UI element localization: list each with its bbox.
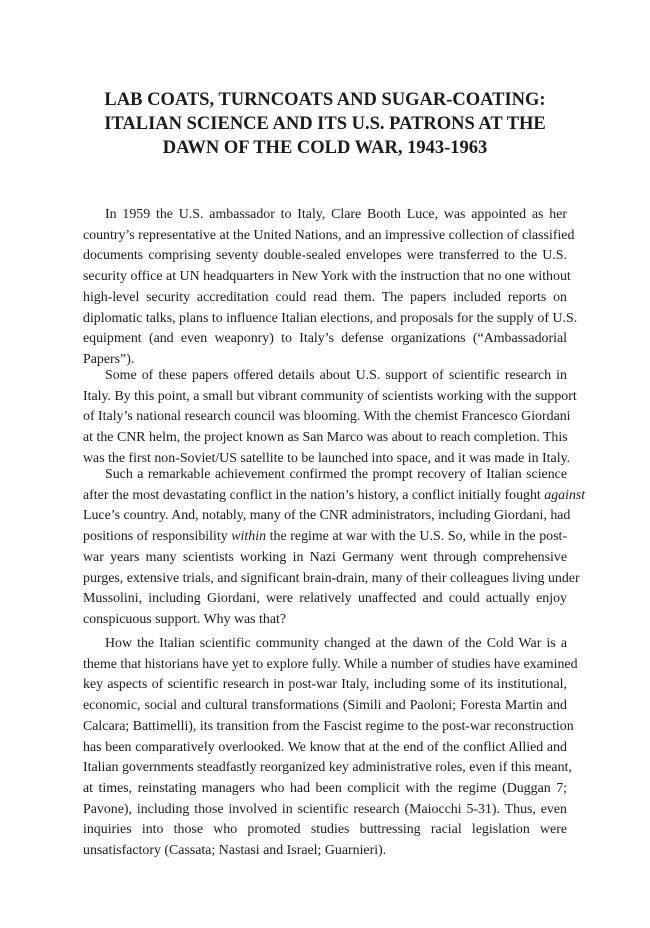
text-line: economic, social and cultural transformations (Simili and Paoloni; Foresta Martin and xyxy=(83,698,567,714)
text-line: high-level security accreditation could read them. The papers included reports on xyxy=(83,289,567,305)
text-line: In 1959 the U.S. ambassador to Italy, Clare Booth Luce, was appointed as her xyxy=(105,207,567,222)
text-line: conspicuous support. Why was that? xyxy=(83,611,287,627)
text-line: of Italy’s national research council was blooming. With the chemist Francesco Giordani xyxy=(83,409,571,425)
text-line: at times, reinstating managers who had been complicit with the regime (Duggan 7; xyxy=(83,780,567,796)
title-line: LAB COATS, TURNCOATS AND SUGAR-COATING: xyxy=(104,90,546,110)
text-line: Mussolini, including Giordani, were relatively unaffected and could actually enjoy xyxy=(83,591,567,607)
text-line: at the CNR helm, the project known as San Marco was about to reach completion. This xyxy=(83,430,568,446)
article-title xyxy=(85,88,565,160)
text-line: unsatisfactory (Cassata; Nastasi and Israel; Guarnieri). xyxy=(83,843,387,859)
text-line: diplomatic talks, plans to influence Italian elections, and proposals for the supply of U.S. xyxy=(83,310,578,326)
text-line: inquiries into those who promoted studies buttressing racial legislation were xyxy=(83,822,567,838)
text-line: country’s representative at the United Nations, and an impressive collection of classified xyxy=(83,227,575,243)
text-line: Luce’s country. And, notably, many of the CNR administrators, including Giordani, had xyxy=(83,508,571,524)
emphasis: within xyxy=(231,529,267,545)
text-line: has been comparatively overlooked. We know that at the end of the conflict Allied and xyxy=(83,739,567,755)
paragraph-4 xyxy=(83,634,578,862)
text-line: was the first non-Soviet/US satellite to be launched into space, and it was made in Italy. xyxy=(83,450,571,466)
text-run: the regime at war with the U.S. So, while in the post- xyxy=(269,529,567,545)
text-line: Calcara; Battimelli), its transition from the Fascist regime to the post-war reconstruction xyxy=(83,718,574,734)
text-line: Such a remarkable achievement confirmed the prompt recovery of Italian science xyxy=(105,467,567,482)
text-line: Some of these papers offered details about U.S. support of scientific research in xyxy=(105,368,567,383)
text-line xyxy=(83,486,586,507)
text-line: purges, extensive trials, and significant brain-drain, many of their colleagues living under xyxy=(83,570,580,586)
text-line: Papers”). xyxy=(83,351,135,367)
text-run: after the most devastating conflict in the nation’s history, a conflict initially fought xyxy=(83,487,541,503)
text-run: positions of responsibility xyxy=(83,529,228,545)
text-line xyxy=(83,527,567,548)
paragraph-1 xyxy=(83,205,578,371)
emphasis: against xyxy=(544,487,586,503)
title-line: ITALIAN SCIENCE AND ITS U.S. PATRONS AT THE xyxy=(104,114,546,134)
text-line: war years many scientists working in Nazi Germany went through comprehensive xyxy=(83,549,567,565)
text-line: Italian governments steadfastly reorganized key administrative roles, even if this meant, xyxy=(83,760,572,776)
text-line: security office at UN headquarters in New York with the instruction that no one without xyxy=(83,269,571,285)
text-line: equipment (and even weaponry) to Italy’s defense organizations (“Ambassadorial xyxy=(83,331,567,347)
text-line: theme that historians have yet to explore fully. While a number of studies have examined xyxy=(83,656,578,672)
text-line: key aspects of scientific research in post-war Italy, including some of its institutional, xyxy=(83,677,567,693)
text-line: How the Italian scientific community changed at the dawn of the Cold War is a xyxy=(105,636,567,651)
paragraph-3 xyxy=(83,465,586,631)
text-line: documents comprising seventy double-sealed envelopes were transferred to the U.S. xyxy=(83,248,567,264)
paragraph-2 xyxy=(83,366,577,470)
text-line: Pavone), including those involved in scientific research (Maiocchi 5-31). Thus, even xyxy=(83,801,567,817)
text-line: Italy. By this point, a small but vibrant community of scientists working with the support xyxy=(83,388,577,404)
title-line: DAWN OF THE COLD WAR, 1943-1963 xyxy=(162,138,488,158)
